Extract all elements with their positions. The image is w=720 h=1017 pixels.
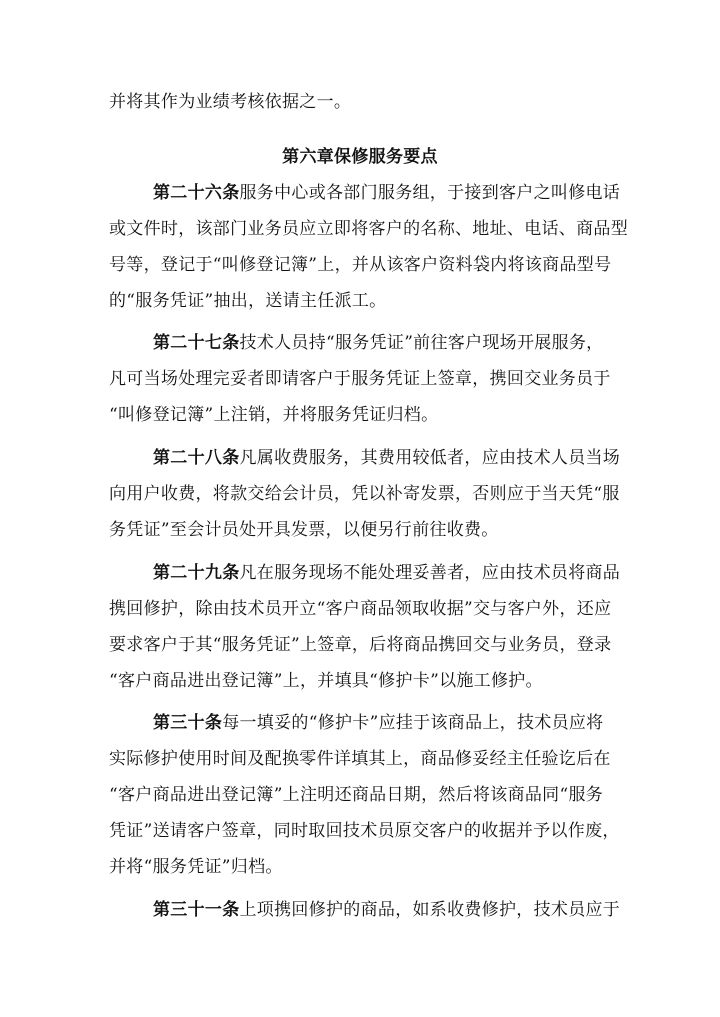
article-26-line-1: 第二十六条服务中心或各部门服务组，于接到客户之叫修电话 bbox=[153, 183, 621, 203]
article-26-label: 第二十六条 bbox=[153, 183, 240, 203]
intro-line: 并将其作为业绩考核依据之一。 bbox=[109, 92, 352, 112]
article-30-line-2: 实际修护使用时间及配换零件详填其上，商品修妥经主任验讫后在 bbox=[109, 749, 611, 769]
article-28-label: 第二十八条 bbox=[153, 448, 240, 468]
article-27-line-2: 凡可当场处理完妥者即请客户于服务凭证上签章，携回交业务员于 bbox=[109, 369, 611, 389]
article-28-line-1: 第二十八条凡属收费服务，其费用较低者，应由技术人员当场 bbox=[153, 448, 621, 468]
article-31-label: 第三十一条 bbox=[153, 900, 240, 920]
chapter-title: 第六章保修服务要点 bbox=[282, 147, 438, 167]
article-28-line-2: 向用户收费，将款交给会计员，凭以补寄发票，否则应于当天凭“服 bbox=[109, 484, 620, 504]
article-29-line-2: 携回修护，除由技术员开立“客户商品领取收据”交与客户外，还应 bbox=[109, 599, 612, 619]
article-26-line-2: 或文件时，该部门业务员应立即将客户的名称、地址、电话、商品型 bbox=[109, 219, 628, 239]
article-30-line-3: “客户商品进出登记簿”上注明还商品日期，然后将该商品同“服务 bbox=[109, 785, 604, 805]
article-29-label: 第二十九条 bbox=[153, 563, 240, 583]
article-27-label: 第二十七条 bbox=[153, 333, 240, 353]
article-28-line-3: 务凭证”至会计员处开具发票，以便另行前往收费。 bbox=[109, 520, 499, 540]
article-30-line-1: 第三十条每一填妥的“修护卡”应挂于该商品上，技术员应将 bbox=[153, 713, 604, 733]
article-27-line-3: “叫修登记簿”上注销，并将服务凭证归档。 bbox=[109, 405, 439, 425]
article-26-line-3: 号等，登记于“叫修登记簿”上，并从该客户资料袋内将该商品型号 bbox=[109, 255, 612, 275]
article-29-line-4: “客户商品进出登记簿”上，并填具“修护卡”以施工修护。 bbox=[109, 671, 543, 691]
article-29-line-1: 第二十九条凡在服务现场不能处理妥善者，应由技术员将商品 bbox=[153, 563, 621, 583]
article-26-line-4: 的“服务凭证”抽出，送请主任派工。 bbox=[109, 291, 387, 311]
article-27-line-1: 第二十七条技术人员持“服务凭证”前往客户现场开展服务， bbox=[153, 333, 604, 353]
article-29-line-3: 要求客户于其“服务凭证”上签章，后将商品携回交与业务员，登录 bbox=[109, 635, 612, 655]
article-30-line-4: 凭证”送请客户签章，同时取回技术员原交客户的收据并予以作废， bbox=[109, 821, 620, 841]
article-30-line-5: 并将“服务凭证”归档。 bbox=[109, 857, 283, 877]
article-30-label: 第三十条 bbox=[153, 713, 223, 733]
article-31-line-1: 第三十一条上项携回修护的商品，如系收费修护，技术员应于 bbox=[153, 900, 621, 920]
